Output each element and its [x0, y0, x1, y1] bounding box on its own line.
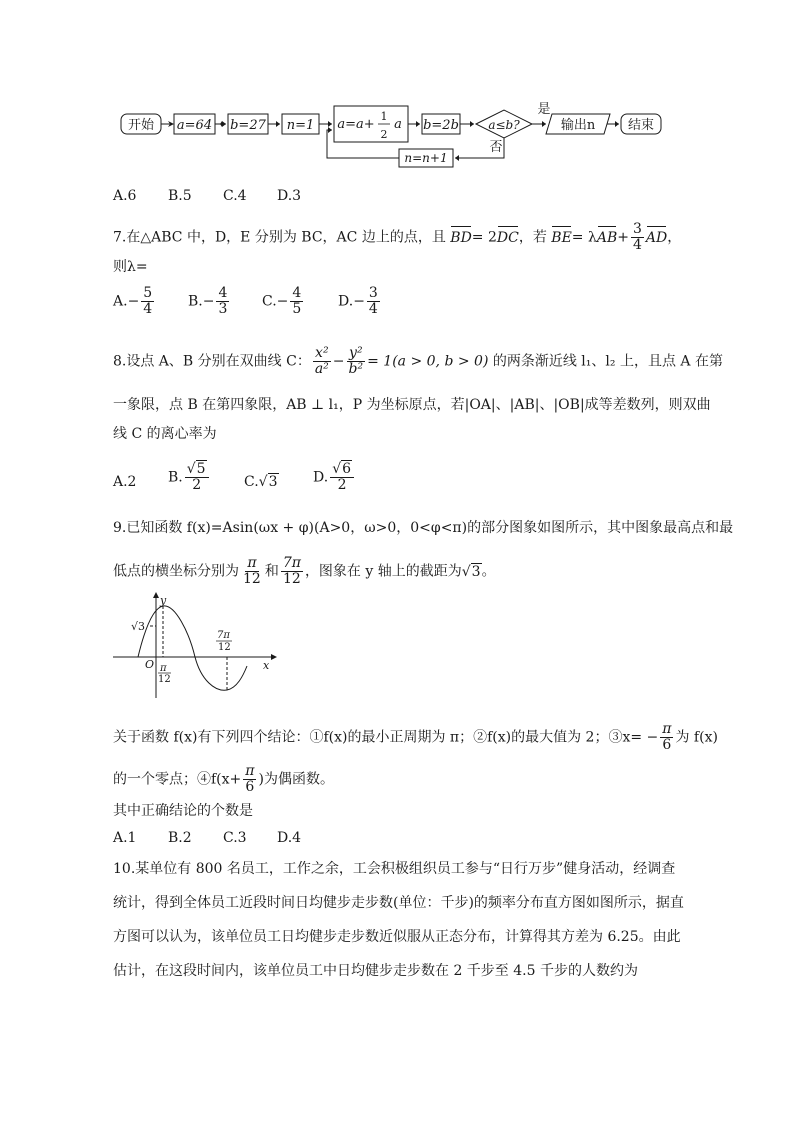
- q7-option-c: C.− $\frac{4}{5}$: [262, 285, 302, 317]
- q9-stem-line1: 9.已知函数 f(x)=Asin(ωx + φ)(A>0，ω>0，0<φ<π)的部分图象如图所示，其中图象最高点和最: [113, 520, 734, 536]
- graph-twelve-label-2: 12: [218, 642, 231, 653]
- q9-conclusions-line2: 的一个零点；④f(x+ $\frac{\pi}{6}$ )为偶函数。: [113, 763, 334, 795]
- flow-a-update-pre: a=a+: [337, 117, 375, 132]
- graph-sqrt3-label: √3: [131, 620, 146, 633]
- fraction-three-quarters: $\frac{3}{4}$: [633, 221, 642, 253]
- fraction-pi-12: $\frac{\pi}{12}$: [243, 555, 261, 587]
- flow-a-update-den: 2: [380, 128, 388, 141]
- flow-n-init: n=1: [286, 118, 315, 133]
- q10-line2: 统计，得到全体员工近段时间日均健步走步数(单位：千步)的频率分布直方图如图所示，据直: [113, 895, 684, 911]
- flow-end: 结束: [627, 118, 655, 133]
- fraction-y2-b2: $\frac{\text{y²}}{\text{b²}}$: [348, 345, 364, 377]
- q8-stem-line3: 线 C 的离心率为: [113, 426, 217, 442]
- q10-line3: 方图可以认为，该单位员工日均健步走步数近似服从正态分布，计算得其方差为 6.25。由此: [113, 929, 681, 945]
- q8-stem-line1: 8.设点 A、B 分别在双曲线 C： $\frac{\text{x²}}{\text{a²}}$ − $\frac{\text{y²}}{\text{b²}}$ = 1(a > 0, b > 0) 的两条渐近线 l₁、l₂ 上，且点 A 在第: [113, 345, 723, 377]
- q7-option-b: B.− $\frac{4}{3}$: [188, 285, 228, 317]
- q9-option-c: C.3: [223, 830, 247, 846]
- flow-yes: 是: [537, 102, 551, 117]
- fraction-7pi-12: $\frac{7\pi}{12}$: [282, 555, 301, 587]
- fraction-x2-a2: $\frac{\text{x²}}{\text{a²}}$: [314, 345, 329, 377]
- q7-option-d: D.− $\frac{3}{4}$: [338, 285, 378, 317]
- q6-option-a: A.6: [113, 188, 137, 204]
- graph-y-label: y: [160, 594, 167, 607]
- flow-start: 开始: [127, 118, 155, 133]
- q8-option-c: C.√3: [244, 474, 278, 490]
- q9-option-d: D.4: [277, 830, 302, 846]
- vector-be: BE: [551, 229, 572, 246]
- q9-conclusions-line1: 关于函数 f(x)有下列四个结论：①f(x)的最小正周期为 π；②f(x)的最大值为 2；③x= − $\frac{\pi}{6}$ 为 f(x): [113, 721, 718, 753]
- vector-bd: BD: [450, 229, 472, 246]
- fraction-pi-6: $\frac{\pi}{6}$: [662, 721, 672, 753]
- q10-line4: 估计，在这段时间内，该单位员工中日均健步走步数在 2 千步至 4.5 千步的人数约为: [113, 963, 638, 979]
- q7-stem: 7.在△ABC 中，D，E 分别为 BC，AC 边上的点，且 BD= 2DC，若 BE= λAB+ $\frac{3}{4}$ AD，: [113, 221, 682, 253]
- graph-7pi-label: 7π: [217, 630, 230, 641]
- flowchart: [0, 0, 794, 180]
- graph-origin-label: O: [145, 658, 155, 671]
- graph-x-label: x: [263, 659, 270, 672]
- fraction-pi-6-b: $\frac{\pi}{6}$: [245, 763, 255, 795]
- q10-line1: 10.某单位有 800 名员工，工作之余，工会积极组织员工参与“日行万步”健身活动，经调查: [113, 861, 676, 877]
- q9-stem-line2: 低点的横坐标分别为 $\frac{\pi}{12}$ 和 $\frac{7\pi}{12}$ ，图象在 y 轴上的截距为√3。: [113, 555, 496, 587]
- vector-ad: AD: [645, 229, 668, 246]
- q6-option-d: D.3: [277, 188, 302, 204]
- q7-question: 则λ=: [113, 259, 148, 275]
- flow-a-init: a=64: [176, 118, 213, 133]
- flow-b-update: b=2b: [423, 118, 459, 133]
- graph-twelve-label: 12: [158, 674, 171, 685]
- q8-stem-line2: 一象限，点 B 在第四象限，AB ⊥ l₁，P 为坐标原点，若|OA|、|AB|、|OB|成等差数列，则双曲: [113, 397, 711, 413]
- q8-option-d: D. $\frac{√6}{2}$: [313, 462, 356, 493]
- q8-option-a: A.2: [113, 474, 137, 490]
- graph-pi-label: π: [160, 663, 167, 674]
- q7-option-a: A.− $\frac{5}{4}$: [113, 285, 153, 317]
- vector-dc: DC: [496, 229, 519, 246]
- flow-no: 否: [489, 140, 503, 155]
- flow-b-init: b=27: [230, 118, 266, 133]
- flow-a-update-num: 1: [380, 110, 388, 123]
- vector-ab: AB: [596, 229, 618, 246]
- q9-question: 其中正确结论的个数是: [113, 803, 253, 819]
- q9-option-a: A.1: [113, 830, 137, 846]
- flow-output: 输出n: [560, 118, 596, 133]
- flow-condition: a≤b?: [488, 118, 520, 132]
- q6-option-c: C.4: [223, 188, 247, 204]
- q9-option-b: B.2: [168, 830, 192, 846]
- flow-n-update: n=n+1: [404, 151, 448, 165]
- flow-a-update-post: a: [394, 117, 402, 132]
- sine-graph: [105, 592, 285, 704]
- q8-option-b: B. $\frac{√5}{2}$: [168, 462, 211, 493]
- q6-option-b: B.5: [168, 188, 192, 204]
